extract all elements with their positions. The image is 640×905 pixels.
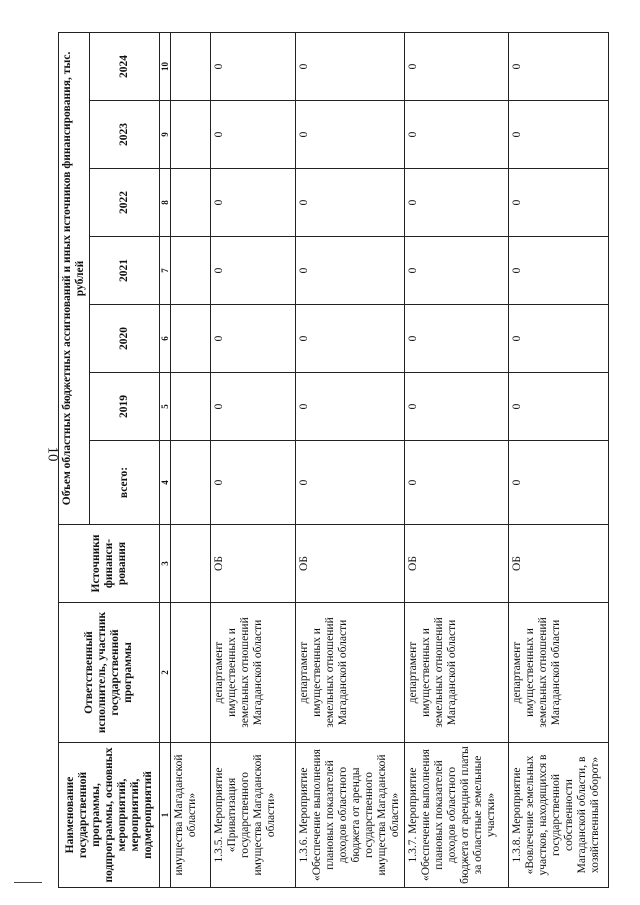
- column-number: 2: [160, 603, 171, 743]
- row-value: 0: [296, 101, 405, 169]
- column-number: 7: [160, 237, 171, 305]
- row-value: 0: [405, 237, 509, 305]
- row-source: ОБ: [211, 525, 296, 603]
- header-volume: Объем областных бюджетных ассигнований и иных источников финансирования, тыс. рублей: [59, 32, 90, 524]
- budget-table: [58, 32, 609, 888]
- row-value: 0: [296, 169, 405, 237]
- row-value: 0: [211, 373, 296, 441]
- row-value: [171, 32, 211, 100]
- column-number: 8: [160, 169, 171, 237]
- row-source: ОБ: [509, 525, 609, 603]
- rotated-table-wrapper: [58, 33, 601, 888]
- row-value: 0: [296, 373, 405, 441]
- column-number: 6: [160, 305, 171, 373]
- header-year: 2022: [90, 169, 160, 237]
- row-value: 0: [296, 32, 405, 100]
- row-value: 0: [509, 373, 609, 441]
- row-value: 0: [405, 373, 509, 441]
- page-number: 10: [44, 446, 61, 462]
- header-row-top: [59, 32, 90, 887]
- row-executor: департамент имущественных и земельных отношений Магаданской области: [296, 603, 405, 743]
- row-value: 0: [211, 305, 296, 373]
- row-value: 0: [405, 169, 509, 237]
- row-value: 0: [405, 101, 509, 169]
- row-source: [171, 525, 211, 603]
- header-year: 2021: [90, 237, 160, 305]
- header-name: Наименование государственной программы, подпрограммы, основных мероприятий, мероприятий, подмероприятий: [59, 743, 160, 888]
- row-value: 0: [405, 441, 509, 525]
- row-value: 0: [509, 441, 609, 525]
- row-value: 0: [509, 169, 609, 237]
- header-year: 2020: [90, 305, 160, 373]
- table-row: [211, 32, 296, 887]
- row-value: [171, 237, 211, 305]
- table-row: [509, 32, 609, 887]
- row-executor: департамент имущественных и земельных отношений Магаданской области: [211, 603, 296, 743]
- row-value: [171, 441, 211, 525]
- row-value: 0: [405, 305, 509, 373]
- column-number: 5: [160, 373, 171, 441]
- table-row: [171, 32, 211, 887]
- column-number-row: [160, 32, 171, 887]
- row-value: 0: [211, 169, 296, 237]
- row-name: 1.3.6. Мероприятие «Обеспечение выполнения плановых показателей доходов областного бюджета от аренды государственного имущества Магаданской области»: [296, 743, 405, 888]
- header-year: 2019: [90, 373, 160, 441]
- header-source: Источники финанси-рования: [59, 525, 160, 603]
- row-executor: [171, 603, 211, 743]
- row-value: 0: [509, 305, 609, 373]
- row-value: 0: [296, 441, 405, 525]
- row-name: 1.3.5. Мероприятие «Приватизация государственного имущества Магаданской области»: [211, 743, 296, 888]
- column-number: 3: [160, 525, 171, 603]
- table-row: [405, 32, 509, 887]
- column-number: 4: [160, 441, 171, 525]
- row-value: 0: [509, 32, 609, 100]
- column-number: 10: [160, 32, 171, 100]
- row-executor: департамент имущественных и земельных отношений Магаданской области: [405, 603, 509, 743]
- row-name: имущества Магаданской области»: [171, 743, 211, 888]
- column-number: 1: [160, 743, 171, 888]
- row-value: 0: [509, 101, 609, 169]
- row-source: ОБ: [405, 525, 509, 603]
- row-value: [171, 101, 211, 169]
- row-value: 0: [211, 441, 296, 525]
- row-value: 0: [509, 237, 609, 305]
- row-value: 0: [211, 101, 296, 169]
- row-name: 1.3.8. Мероприятие «Вовлечение земельных участков, находящихся в государственной собственности Магаданской области, в хозяйственный оборот»: [509, 743, 609, 888]
- header-year: 2024: [90, 32, 160, 100]
- bottom-divider: [14, 882, 42, 883]
- table-body: [171, 32, 609, 887]
- row-value: 0: [211, 32, 296, 100]
- row-value: [171, 305, 211, 373]
- row-value: 0: [405, 32, 509, 100]
- row-source: ОБ: [296, 525, 405, 603]
- header-total: всего:: [90, 441, 160, 525]
- header-executor: Ответственный исполнитель, участник государственной программы: [59, 603, 160, 743]
- row-executor: департамент имущественных и земельных отношений Магаданской области: [509, 603, 609, 743]
- row-value: [171, 169, 211, 237]
- header-year: 2023: [90, 101, 160, 169]
- row-name: 1.3.7. Мероприятие «Обеспечение выполнения плановых показателей доходов областного бюджета от арендной платы за областные земельные участки»: [405, 743, 509, 888]
- row-value: 0: [211, 237, 296, 305]
- column-number: 9: [160, 101, 171, 169]
- table-row: [296, 32, 405, 887]
- row-value: 0: [296, 305, 405, 373]
- row-value: [171, 373, 211, 441]
- row-value: 0: [296, 237, 405, 305]
